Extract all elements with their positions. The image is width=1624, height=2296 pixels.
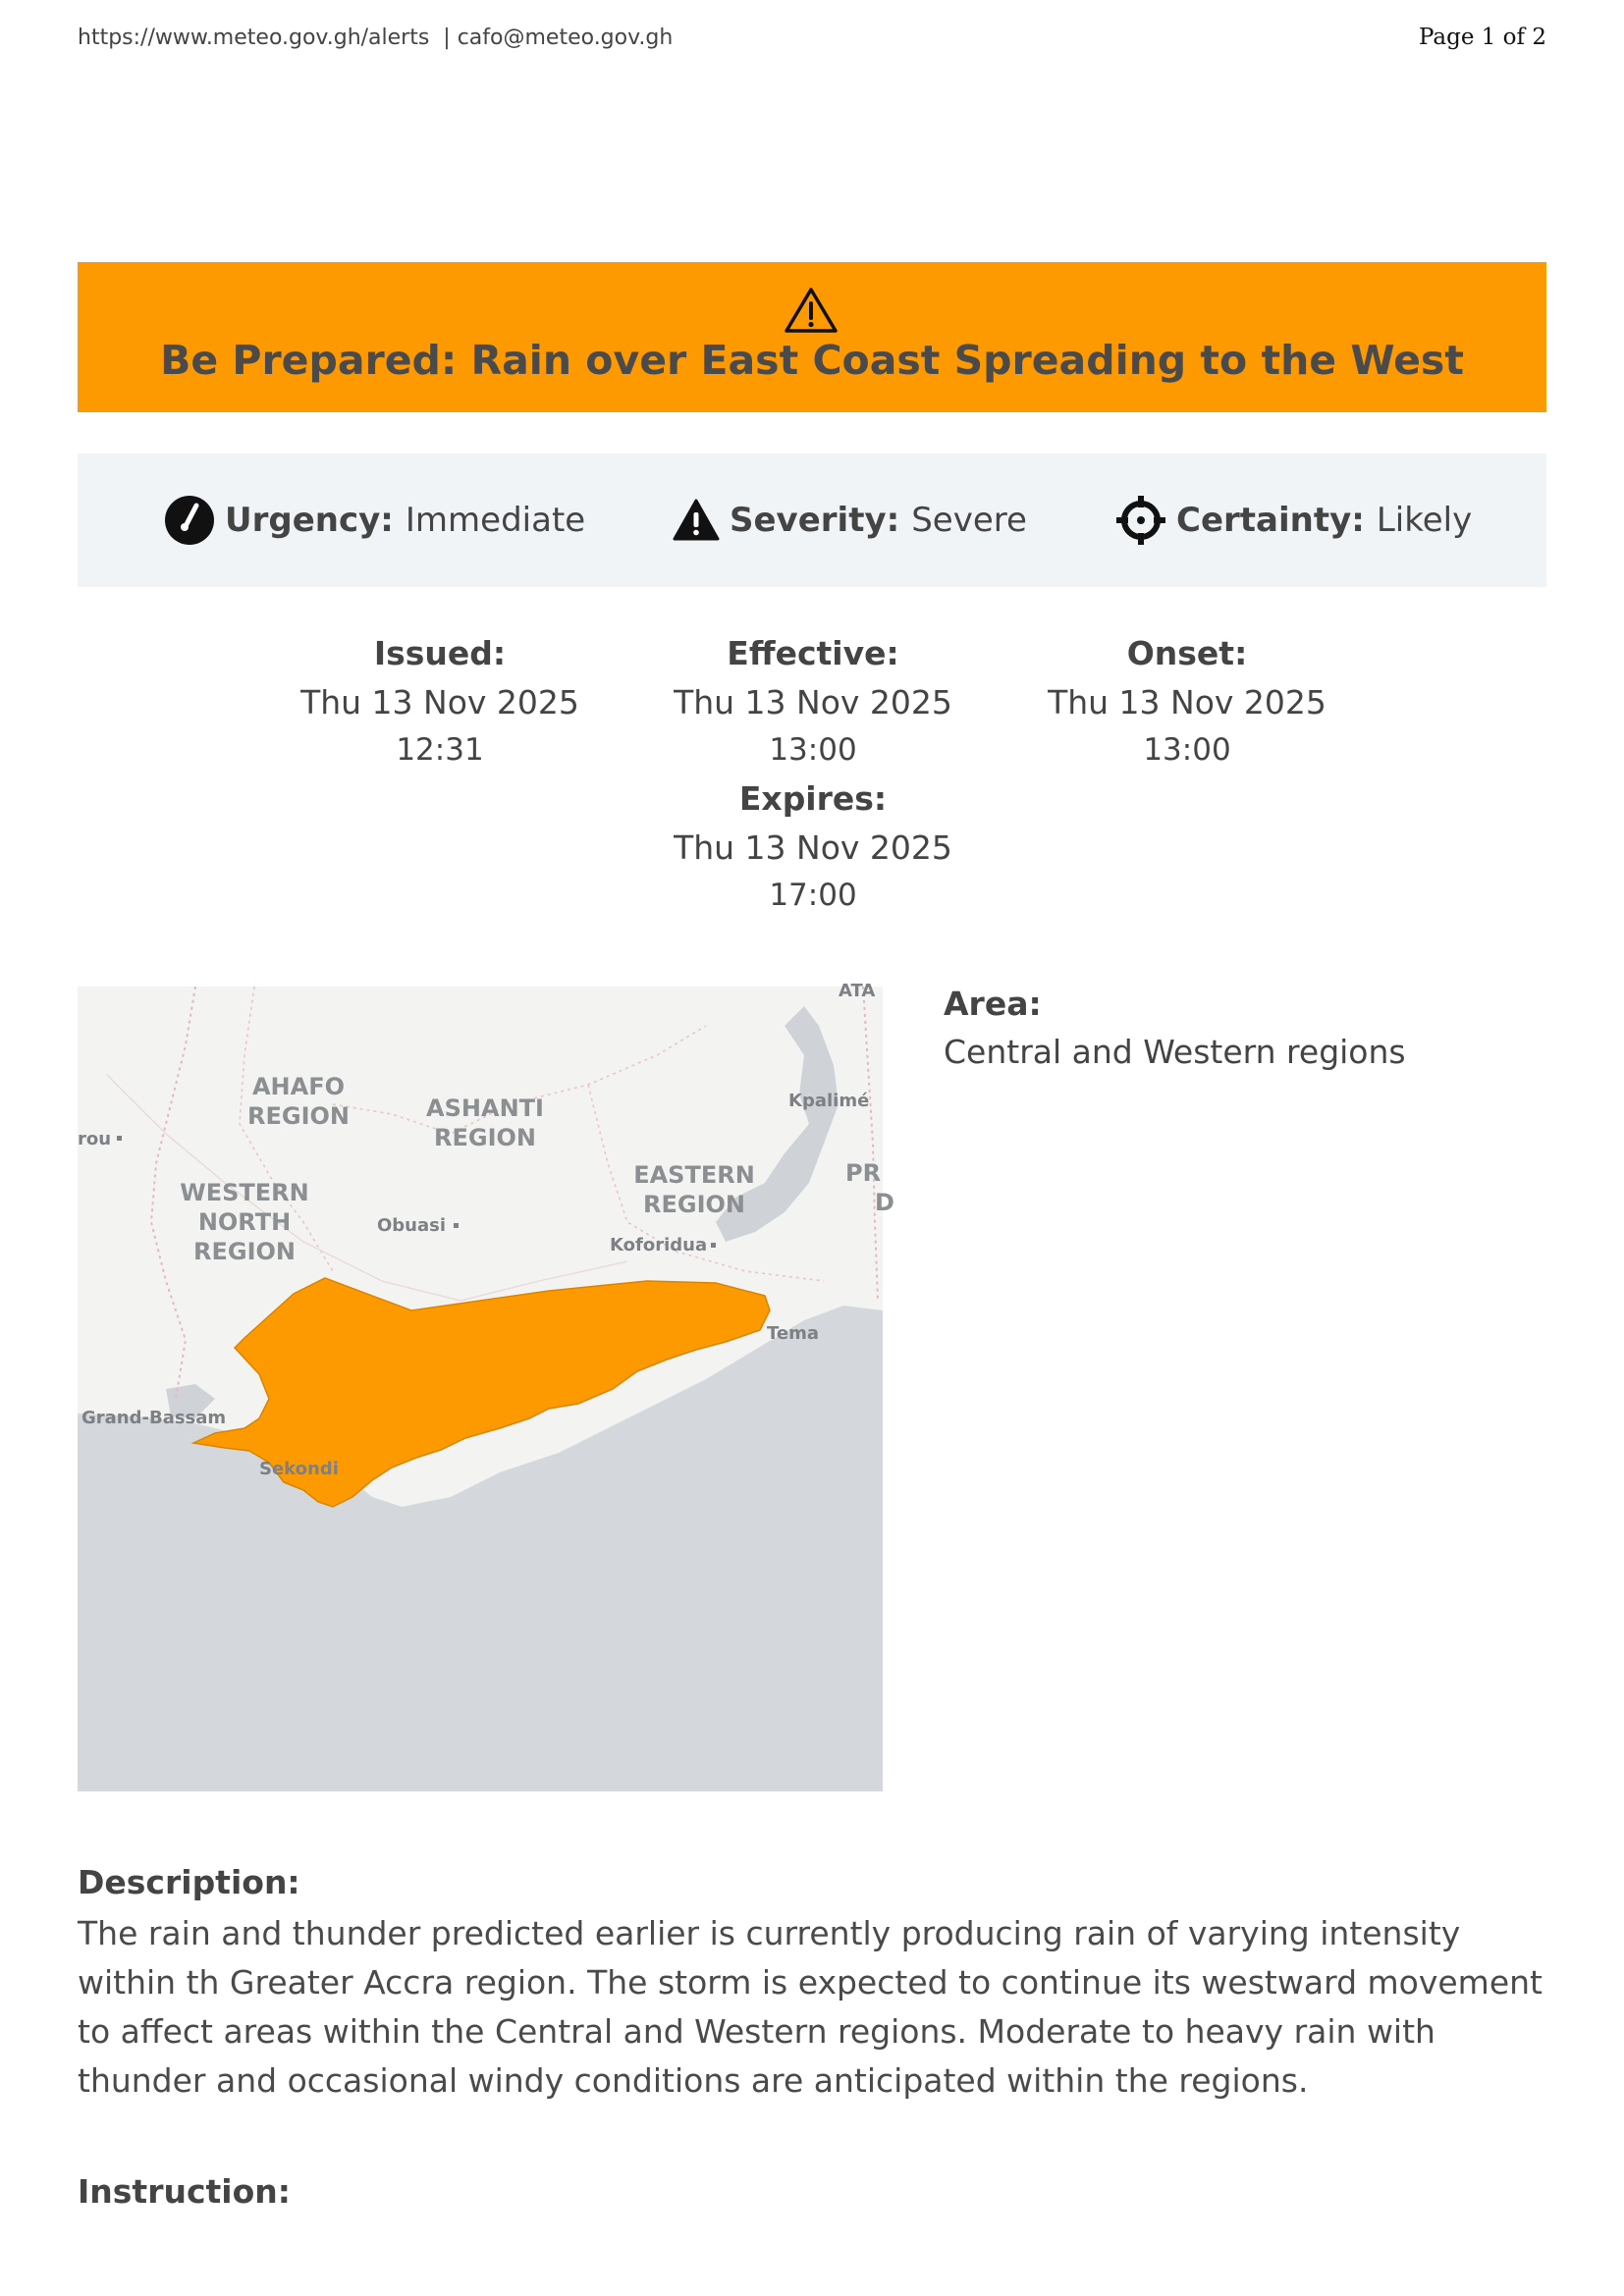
alert-title: Be Prepared: Rain over East Coast Spreading to the West xyxy=(160,337,1464,384)
map-label-grand-bassam: Grand-Bassam xyxy=(81,1408,227,1428)
area-label: Area: xyxy=(944,985,1042,1023)
onset-label: Onset: xyxy=(1126,634,1248,672)
warning-filled-icon xyxy=(673,499,720,542)
description-label: Description: xyxy=(78,1863,300,1901)
urgency-value: Immediate xyxy=(405,501,586,540)
urgency-item xyxy=(164,493,585,548)
onset-date: Thu 13 Nov 2025 xyxy=(1048,683,1326,721)
map-label-western-north-3: REGION xyxy=(193,1238,296,1265)
effective-time: 13:00 xyxy=(769,732,857,768)
map-label-ahafo-1: AHAFO xyxy=(251,1073,346,1100)
effective-label: Effective: xyxy=(727,634,899,672)
alert-banner xyxy=(78,262,1546,412)
expires-label: Expires: xyxy=(738,779,888,818)
map-label-ahafo-2: REGION xyxy=(247,1102,350,1130)
onset-block xyxy=(1020,629,1354,773)
severity-value: Severe xyxy=(911,501,1027,540)
issued-date: Thu 13 Nov 2025 xyxy=(300,683,579,721)
map-label-obuasi: Obuasi xyxy=(377,1215,447,1236)
effective-date: Thu 13 Nov 2025 xyxy=(674,683,952,721)
severity-label: Severity: xyxy=(730,501,900,540)
issued-label: Issued: xyxy=(373,634,507,672)
city-marker xyxy=(454,1223,459,1228)
certainty-value: Likely xyxy=(1376,501,1473,540)
warning-triangle-icon xyxy=(784,286,839,335)
alert-meta-bar xyxy=(78,454,1546,587)
map-label-western-north-1: WESTERN xyxy=(180,1179,309,1206)
header-contact: https://www.meteo.gov.gh/alerts | cafo@meteo.gov.gh xyxy=(78,26,674,50)
map-label-sekondi: Sekondi xyxy=(259,1459,339,1479)
severity-item xyxy=(673,493,1027,548)
map-label-kpalime: Kpalimé xyxy=(788,1091,870,1111)
area-value: Central and Western regions xyxy=(944,1033,1406,1071)
map-label-pr: PR xyxy=(845,1159,882,1187)
issued-block xyxy=(273,629,607,773)
map-label-eastern-1: EASTERN xyxy=(633,1161,755,1189)
urgency-label: Urgency: xyxy=(225,501,394,540)
instruction-label: Instruction: xyxy=(78,2172,291,2211)
map-label-eastern-2: REGION xyxy=(643,1191,745,1218)
certainty-item xyxy=(1115,493,1472,548)
expires-block xyxy=(646,774,980,918)
alert-area-map xyxy=(78,981,894,1791)
expires-time: 17:00 xyxy=(769,878,857,913)
description-text: The rain and thunder predicted earlier is currently producing rain of varying intensity within th Greater Accra region. The storm is expected to continue its westward movement to affect areas within the Central and Western regions. Moderate to heavy rain with thunder and occasional windy conditions are anticipated within the regions. xyxy=(78,1914,1543,2100)
certainty-label: Certainty: xyxy=(1176,501,1365,540)
city-marker xyxy=(117,1136,122,1141)
effective-block xyxy=(646,629,980,773)
crosshair-icon xyxy=(1115,495,1166,546)
map-label-d: D xyxy=(875,1189,894,1216)
onset-time: 13:00 xyxy=(1143,732,1231,768)
expires-date: Thu 13 Nov 2025 xyxy=(674,828,952,867)
map-label-koforidua: Koforidua xyxy=(610,1235,708,1255)
map-label-ashanti-1: ASHANTI xyxy=(426,1095,544,1122)
city-marker xyxy=(711,1243,716,1248)
map-label-western-north-2: NORTH xyxy=(197,1208,292,1236)
map-label-ashanti-2: REGION xyxy=(434,1124,536,1151)
map-canvas xyxy=(78,981,894,1791)
issued-time: 12:31 xyxy=(396,732,484,768)
page-number: Page 1 of 2 xyxy=(1418,25,1546,50)
map-label-ata: ATA xyxy=(839,981,876,1001)
map-label-rou: rou xyxy=(78,1129,112,1149)
clock-gauge-icon xyxy=(164,495,215,546)
map-label-tema: Tema xyxy=(767,1323,819,1344)
